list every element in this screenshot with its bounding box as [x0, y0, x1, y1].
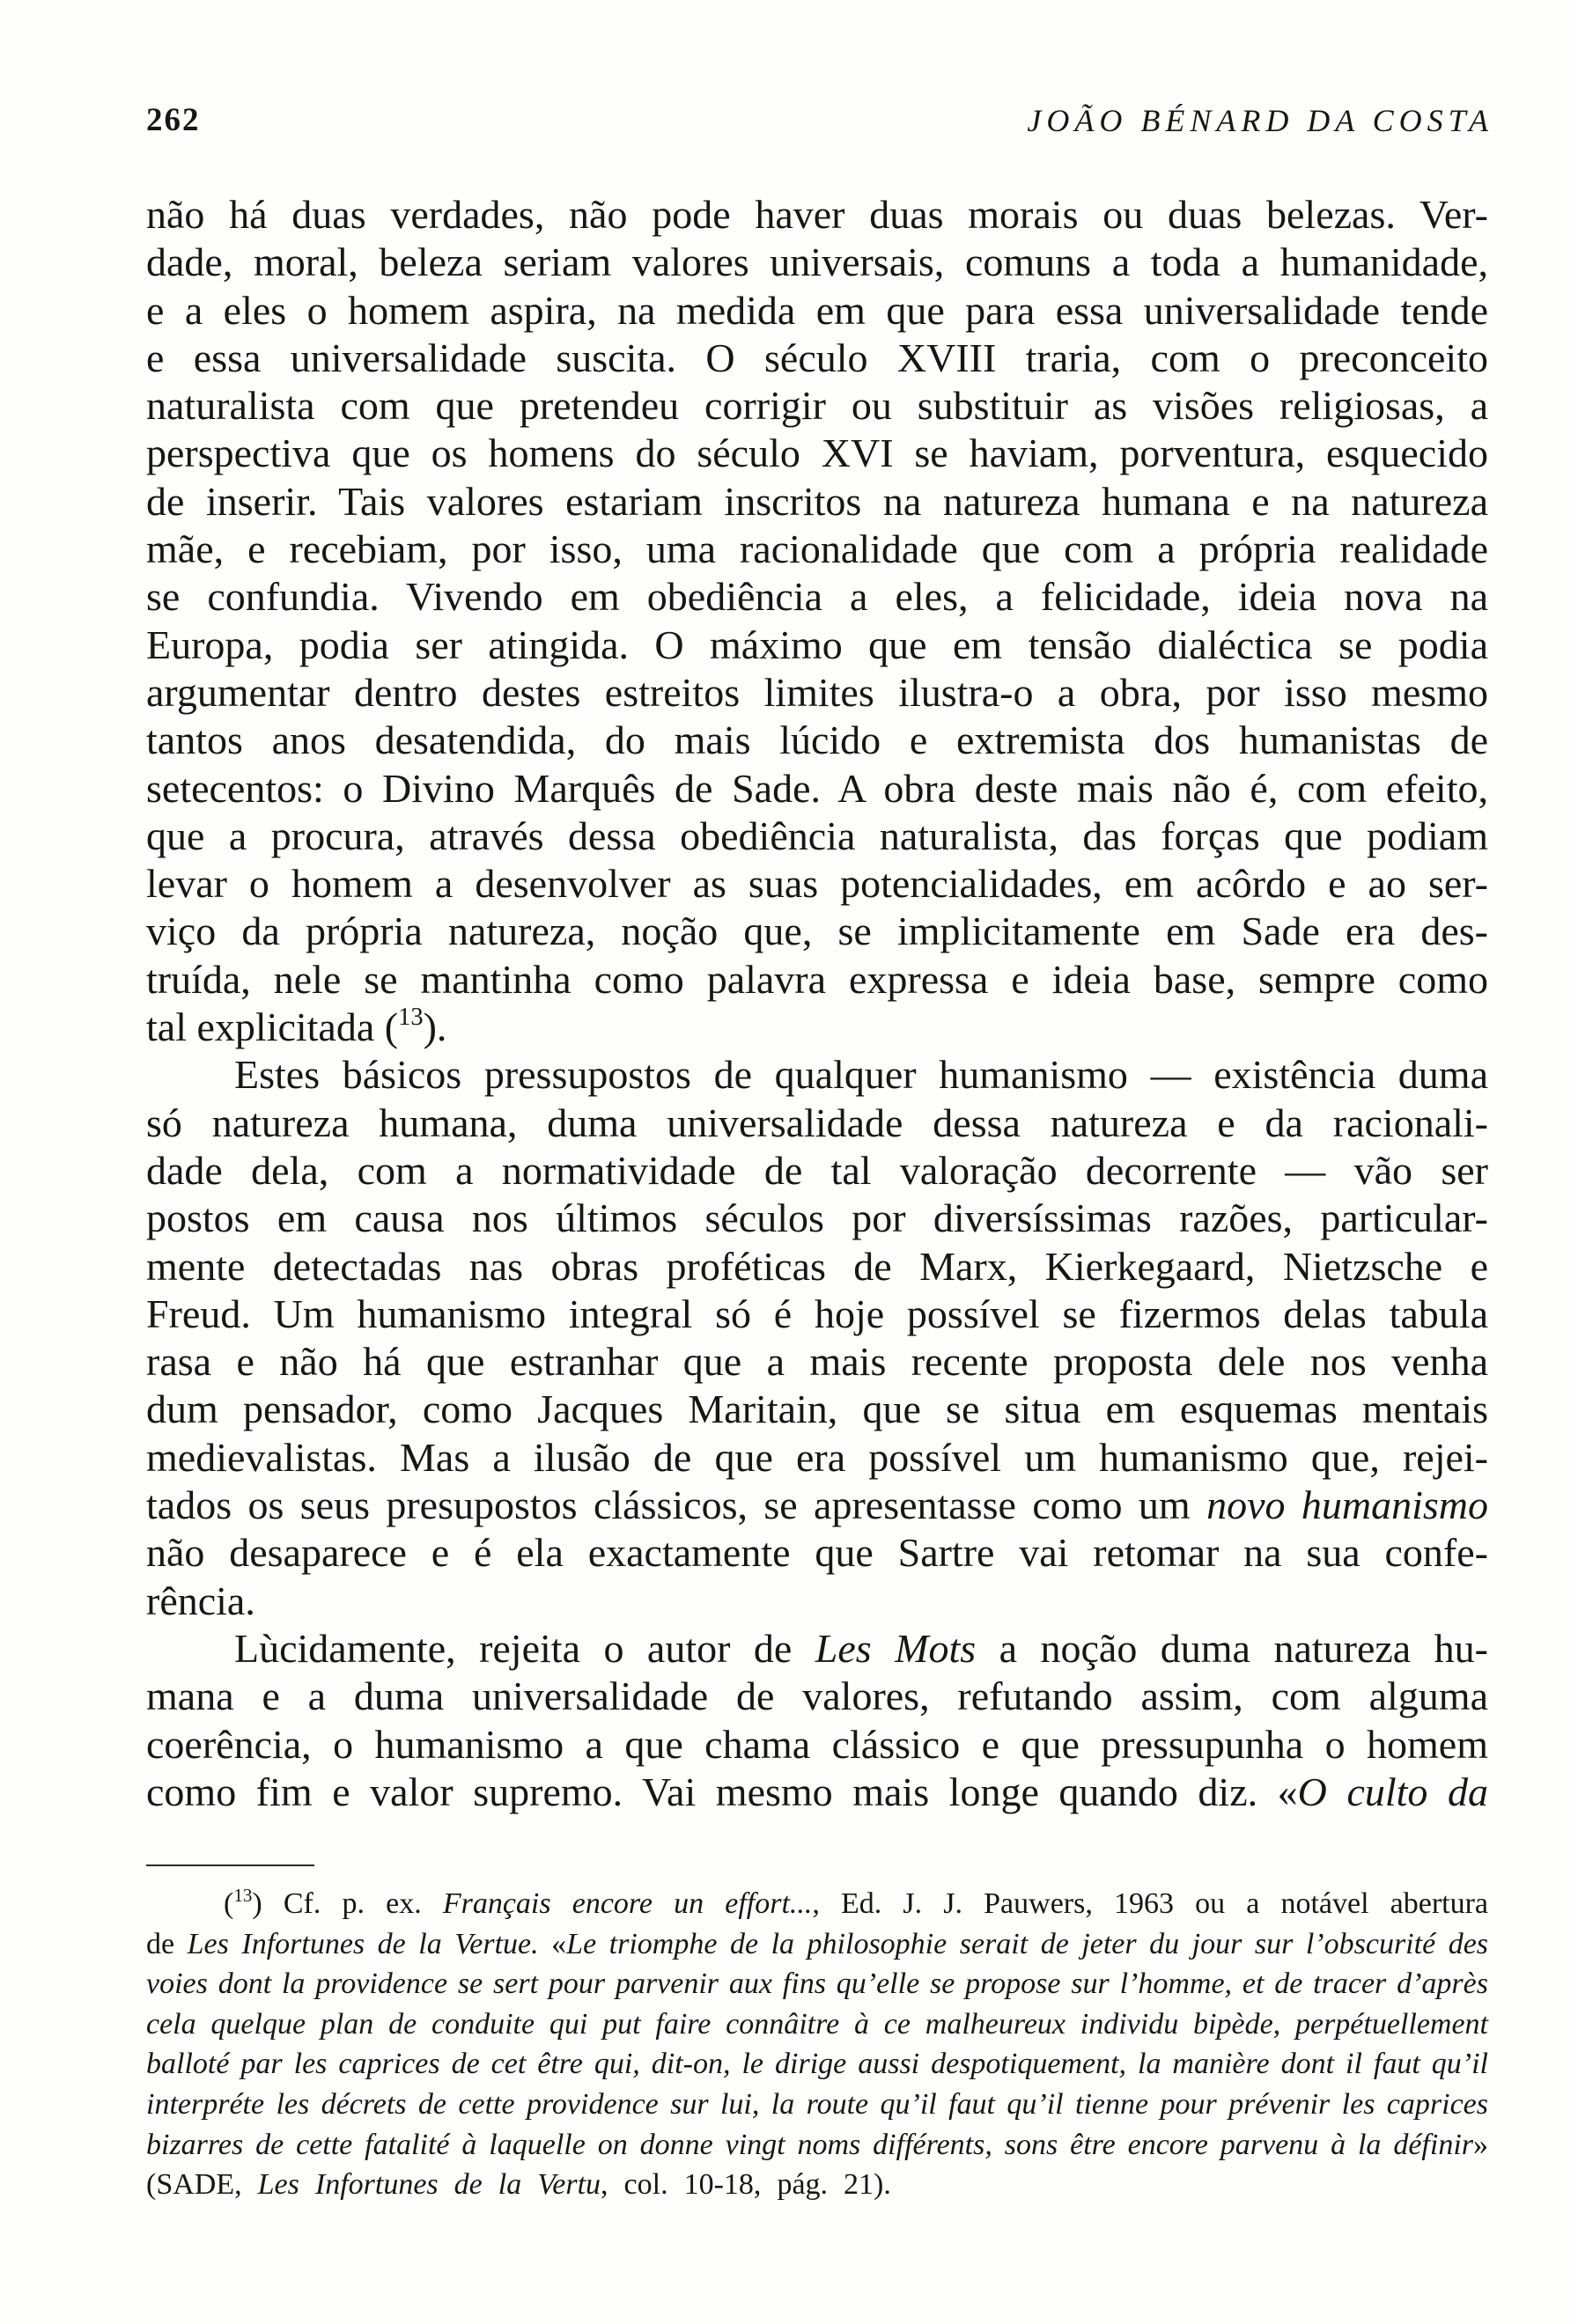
running-head: JOÃO BÉNARD DA COSTA — [1027, 103, 1493, 138]
text-line: perspectiva que os homens do século XVI se haviam, porventura, esquecido — [146, 430, 1488, 476]
italic-text: Français encore un effort... — [442, 1887, 813, 1920]
text-line: não desaparece e é ela exactamente que Sartre vai retomar na sua confe- — [146, 1530, 1488, 1576]
footnote-line: voies dont la providence se sert pour parvenir aux fins qu’elle se propose sur l’homme, et de tracer d’après — [146, 1967, 1488, 2001]
text-line: se confundia. Vivendo em obediência a eles, a felicidade, ideia nova na — [146, 574, 1488, 620]
text-segment: (SADE, — [146, 2168, 258, 2202]
text-segment: tal explicitada ( — [146, 1004, 399, 1050]
text-line: naturalista com que pretendeu corrigir ou substituir as visões religiosas, a — [146, 383, 1488, 429]
text-line: truída, nele se mantinha como palavra expressa e ideia base, sempre como — [146, 956, 1488, 1002]
text-segment: ( — [224, 1887, 234, 1920]
text-line: só natureza humana, duma universalidade dessa natureza e da racionali- — [146, 1099, 1488, 1145]
text-segment: , Ed. J. J. Pauwers, 1963 ou a notável abertura — [812, 1887, 1489, 1920]
text-segment: como fim e valor supremo. Vai mesmo mais longe quando diz. « — [146, 1769, 1298, 1814]
text-line: não há duas verdades, não pode haver duas morais ou duas belezas. Ver- — [146, 192, 1488, 237]
text-segment: ). — [423, 1004, 447, 1050]
text-line: Europa, podia ser atingida. O máximo que em tensão dialéctica se podia — [146, 621, 1488, 667]
footnote-rule — [146, 1864, 314, 1866]
footnote-marker: 13 — [233, 1884, 253, 1906]
footnote-reference: 13 — [398, 1004, 424, 1032]
text-line: dum pensador, como Jacques Maritain, que se situa em esquemas mentais — [146, 1386, 1488, 1432]
text-segment: a noção duma natureza hu- — [976, 1625, 1488, 1671]
text-line: mente detectadas nas obras proféticas de Marx, Kierkegaard, Nietzsche e — [146, 1243, 1488, 1289]
text-line — [146, 1004, 1488, 1051]
paragraph — [146, 191, 1488, 1051]
text-line: Freud. Um humanismo integral só é hoje possível se fizermos delas tabula — [146, 1291, 1488, 1336]
text-line: e a eles o homem aspira, na medida em que para essa universalidade tende — [146, 287, 1488, 333]
italic-text: O culto da — [1297, 1769, 1488, 1814]
text-line: coerência, o humanismo a que chama clássico e que pressupunha o homem — [146, 1721, 1488, 1767]
footnote-line: interpréte les décrets de cette providence sur lui, la route qu’il faut qu’il tienne pour prévenir les caprices — [146, 2087, 1488, 2121]
text-segment: Lùcidamente, rejeita o autor de — [234, 1625, 815, 1671]
text-line: e essa universalidade suscita. O século XVIII traria, com o preconceito — [146, 335, 1488, 380]
text-line: mãe, e recebiam, por isso, uma racionalidade que com a própria realidade — [146, 526, 1488, 572]
text-line — [146, 1482, 1488, 1529]
text-segment: , col. 10-18, pág. 21). — [601, 2168, 891, 2202]
text-line: medievalistas. Mas a ilusão de que era possível um humanismo que, rejei- — [146, 1434, 1488, 1480]
text-line: setecentos: o Divino Marquês de Sade. A obra deste mais não é, com efeito, — [146, 765, 1488, 811]
text-line: de inserir. Tais valores estariam inscritos na natureza humana e na natureza — [146, 478, 1488, 524]
italic-text: Les Mots — [815, 1625, 977, 1671]
text-line: mana e a duma universalidade de valores, refutando assim, com alguma — [146, 1673, 1488, 1719]
text-line: argumentar dentro destes estreitos limites ilustra-o a obra, por isso mesmo — [146, 669, 1488, 715]
text-segment: Cf. p. ex. — [262, 1887, 443, 1920]
footnotes — [146, 1884, 1488, 2205]
text-line: levar o homem a desenvolver as suas potencialidades, em acôrdo e ao ser- — [146, 861, 1488, 907]
text-line: rência. — [146, 1578, 255, 1623]
text-segment: ) — [252, 1887, 262, 1920]
text-segment: de — [146, 1927, 188, 1960]
text-line: postos em causa nos últimos séculos por diversíssimas razões, particular- — [146, 1195, 1488, 1241]
body-text — [146, 191, 1488, 1816]
footnote-line — [146, 2165, 1488, 2205]
italic-text: Les Infortunes de la Vertu — [257, 2168, 601, 2202]
text-line: dade, moral, beleza seriam valores universais, comuns a toda a humanidade, — [146, 239, 1488, 285]
paragraph — [146, 1051, 1488, 1625]
text-line — [146, 1769, 1488, 1816]
footnote-line — [146, 2125, 1488, 2166]
italic-text: Le triomphe de la philosophie serait de jeter du jour sur l’obscurité des — [566, 1927, 1489, 1960]
text-line: tantos anos desatendida, do mais lúcido e extremista dos humanistas de — [146, 717, 1488, 763]
footnote-line: balloté par les caprices de cet être qui, dit-on, le dirige aussi despotiquement, la manière dont il faut qu’il — [146, 2048, 1488, 2081]
text-line: rasa e não há que estranhar que a mais recente proposta dele nos venha — [146, 1339, 1488, 1385]
text-line: que a procura, através dessa obediência naturalista, das forças que podiam — [146, 813, 1488, 858]
italic-text: novo humanismo — [1206, 1482, 1488, 1528]
text-line: dade dela, com a normatividade de tal valoração decorrente — vão ser — [146, 1147, 1488, 1193]
footnote-line — [146, 1884, 1488, 1924]
italic-text: bizarres de cette fatalité à laquelle on donne vingt noms différents, sons être encore parvenu à la définir — [146, 2128, 1473, 2161]
page-number: 262 — [146, 102, 201, 138]
text-line — [146, 1625, 1488, 1673]
footnote-line — [146, 1924, 1488, 1965]
text-segment: « — [538, 1927, 567, 1960]
text-segment: » — [1473, 2128, 1488, 2161]
text-segment: tados os seus presupostos clássicos, se apresentasse como um — [146, 1482, 1207, 1528]
footnote-line: cela quelque plan de conduite qui put faire connâitre à ce malheureux individu bipède, perpétuellement — [146, 2007, 1488, 2041]
text-line: Estes básicos pressupostos de qualquer humanismo — existência duma — [234, 1052, 1488, 1098]
text-line: viço da própria natureza, noção que, se implicitamente em Sade era des- — [146, 908, 1488, 954]
italic-text: Les Infortunes de la Vertue. — [187, 1927, 539, 1960]
paragraph — [146, 1625, 1488, 1816]
